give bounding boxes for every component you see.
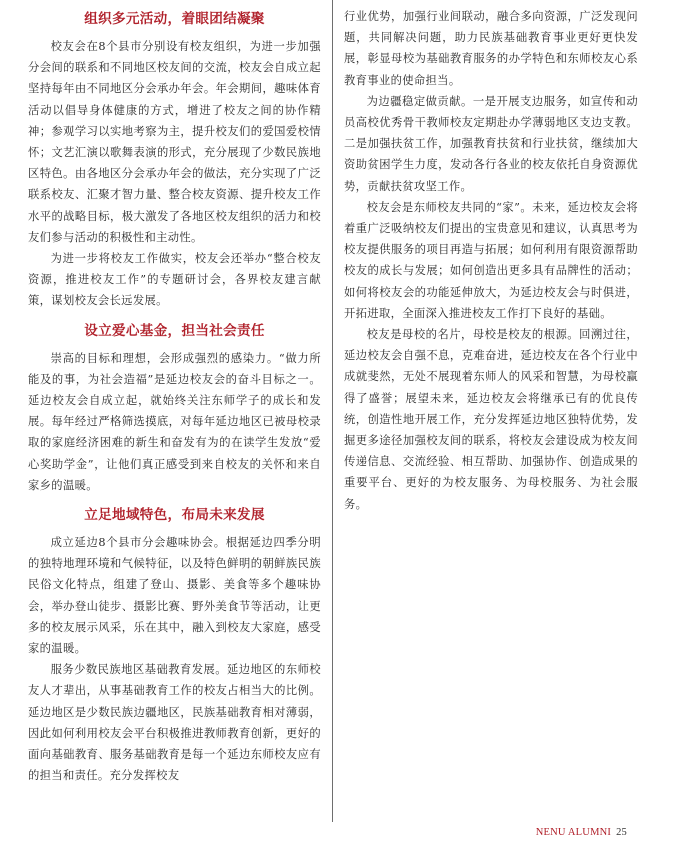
column-divider — [332, 0, 333, 822]
paragraph: 服务少数民族地区基础教育发展。延边地区的东师校友人才辈出，从事基础教育工作的校友占相当大的比例。延边地区是少数民族边疆地区，民族基础教育相对薄弱，因此如何利用校友会平台积极推进教师教育创新，更好的面向基础教育、服务基础教育是每一个延边东师校友应有的担当和责任。充分发挥校友 — [28, 663, 321, 783]
page-number: 25 — [616, 827, 627, 838]
paragraph: 校友会是东师校友共同的“家”。未来，延边校友会将着重广泛吸纳校友们提出的宝贵意见和建议，认真思考为校友提供服务的项目再造与拓展；如何利用有限资源帮助校友的成长与发展；如何创造出更多具有品牌性的活动；如何将校友会的功能延伸放大，为延边校友会与时俱进，开拓进取，全面深入推进校友工作打下良好的基础。 — [344, 200, 638, 320]
paragraph: 为边疆稳定做贡献。一是开展支边服务，如宣传和动员高校优秀骨干教师校友定期赴办学薄弱地区支边支教。二是加强扶贫工作，加强教育扶贫和行业扶贫，继续加大资助贫困学生力度，发动各行各业的校友依托自身资源优势，贡献扶贫攻坚工作。 — [344, 94, 638, 193]
section-heading-activities: 组织多元活动，着眼团结凝聚 — [84, 11, 265, 27]
paragraph: 校友会在8个县市分别设有校友组织，为进一步加强分会间的联系和不同地区校友间的交流，校友会自成立起坚持每年由不同地区分会承办年会。年会期间，趣味体育活动以倡导身体健康的方式，增进了校友之间的协作精神；参观学习以实地考察为主，提升校友们的爱国爱校情怀；文艺汇演以歌舞表演的形式，充分展现了少数民族地区特色。由各地区分会承办年会的做法，充分实现了广泛联系校友、汇聚才智力量、整合校友资源、提升校友工作水平的战略目标，极大激发了各地区校友组织的活力和校友们参与活动的积极性和主动性。 — [28, 40, 321, 244]
paragraph: 成立延边8个县市分会趣味协会。根据延边四季分明的独特地理环境和气候特征，以及特色鲜明的朝鲜族民族民俗文化特点，组建了登山、摄影、美食等多个趣味协会，举办登山徒步、摄影比赛、野外美食节等活动，让更多的校友展示风采，乐在其中，融入到校友大家庭，感受家的温暖。 — [28, 536, 321, 656]
page-footer — [536, 827, 627, 838]
footer-label: NENU ALUMNI — [535, 827, 612, 838]
right-column — [344, 6, 638, 822]
section-heading-charity: 设立爱心基金，担当社会责任 — [84, 322, 265, 339]
paragraph: 校友是母校的名片，母校是校友的根源。回溯过往，延边校友会自强不息，克难奋进，延边校友在各个行业中成就斐然，无处不展现着东师人的风采和智慧，为母校赢得了盛誉；展望未来，延边校友会将继承已有的优良传统，创造性地开展工作，充分发挥延边地区独特优势，发掘更多途径加强校友间的联系，将校友会建设成为校友间传递信息、交流经验、相互帮助、加强协作、创造成果的重要平台、更好的为校友服务、为母校服务、为社会服务。 — [344, 328, 638, 511]
left-column — [28, 6, 321, 822]
paragraph-continued: 行业优势，加强行业间联动，融合多向资源，广泛发现问题，共同解决问题，助力民族基础教育事业更好更快发展，彰显母校为基础教育服务的办学特色和东师校友心系教育事业的使命担当。 — [344, 10, 638, 87]
section-heading-development: 立足地域特色，布局未来发展 — [84, 507, 265, 524]
paragraph: 崇高的目标和理想，会形成强烈的感染力。“做力所能及的事，为社会造福”是延边校友会的奋斗目标之一。延边校友会自成立起，就始终关注东师学子的成长和发展。每年经过严格筛选摸底，对每年延边地区已被母校录取的家庭经济困难的新生和奋发有为的在读学生发放“爱心奖助学金”，让他们真正感受到来自校友的关怀和来自家乡的温暖。 — [28, 351, 321, 492]
paragraph: 为进一步将校友工作做实，校友会还举办“整合校友资源，推进校友工作”的专题研讨会，各界校友建言献策，谋划校友会长远发展。 — [28, 252, 321, 308]
